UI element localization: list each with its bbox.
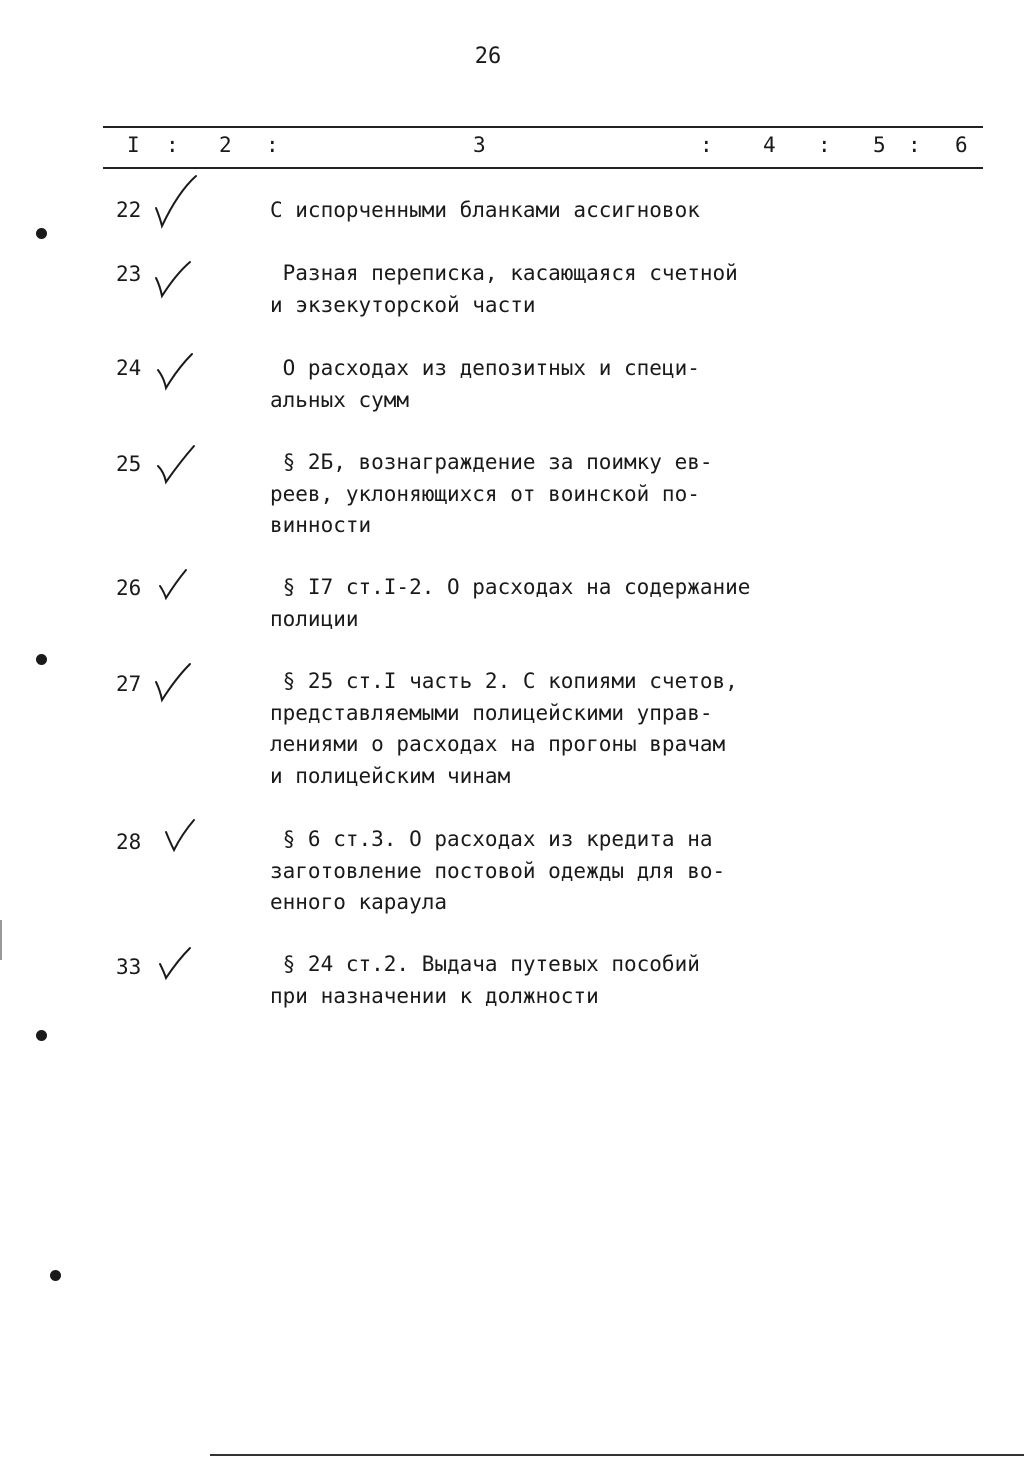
entry-text: § 25 ст.I часть 2. С копиями счетов, представляемыми полицейскими управ- лениями о расходах на прогоны врачам и полицейским чинам <box>270 669 738 788</box>
column-header-3: 3 <box>473 133 486 157</box>
column-header-4: 4 <box>763 133 776 157</box>
entry-text: § I7 ст.I-2. О расходах на содержание полиции <box>270 575 751 631</box>
page-number: 26 <box>474 44 502 69</box>
entry-text: С испорченными бланками ассигновок <box>270 198 700 222</box>
column-separator: : <box>266 133 279 157</box>
binder-hole <box>36 1030 47 1041</box>
checkmark-icon <box>148 440 208 488</box>
entry-text: Разная переписка, касающаяся счетной и экзекуторской части <box>270 261 738 317</box>
entry-number: 28 <box>116 830 142 854</box>
column-header-6: 6 <box>955 133 968 157</box>
column-separator: : <box>700 133 713 157</box>
column-separator: : <box>908 133 921 157</box>
column-header-5: 5 <box>873 133 886 157</box>
entry-text: § 24 ст.2. Выдача путевых пособий при назначении к должности <box>270 952 700 1008</box>
checkmark-icon <box>148 816 208 864</box>
column-header-2: 2 <box>219 133 232 157</box>
entry-text: § 2Б, вознаграждение за поимку ев- реев, уклоняющихся от воинской по- винности <box>270 450 713 537</box>
entry-number: 27 <box>116 672 142 696</box>
entry-text: § 6 ст.3. О расходах из кредита на заготовление постовой одежды для во- енного караула <box>270 827 726 914</box>
binder-hole <box>36 654 47 665</box>
binder-hole <box>50 1270 61 1281</box>
entry-number: 33 <box>116 955 142 979</box>
checkmark-icon <box>148 252 208 300</box>
checkmark-icon <box>148 348 208 396</box>
column-header-1: I <box>127 133 140 157</box>
scan-edge-mark <box>210 1454 1024 1456</box>
entry-number: 25 <box>116 452 142 476</box>
checkmark-icon <box>148 172 208 232</box>
table-header-top-rule <box>103 126 983 128</box>
entry-number: 26 <box>116 576 142 600</box>
column-separator: : <box>818 133 831 157</box>
entry-text: О расходах из депозитных и специ- альных сумм <box>270 356 700 412</box>
checkmark-icon <box>148 658 208 706</box>
checkmark-icon <box>148 566 208 606</box>
entry-number: 22 <box>116 198 142 222</box>
table-header-bottom-rule <box>103 167 983 169</box>
entry-number: 24 <box>116 356 142 380</box>
checkmark-icon <box>148 944 208 984</box>
entry-number: 23 <box>116 262 142 286</box>
binder-hole <box>36 228 47 239</box>
column-separator: : <box>166 133 179 157</box>
scan-edge-mark <box>0 920 2 960</box>
